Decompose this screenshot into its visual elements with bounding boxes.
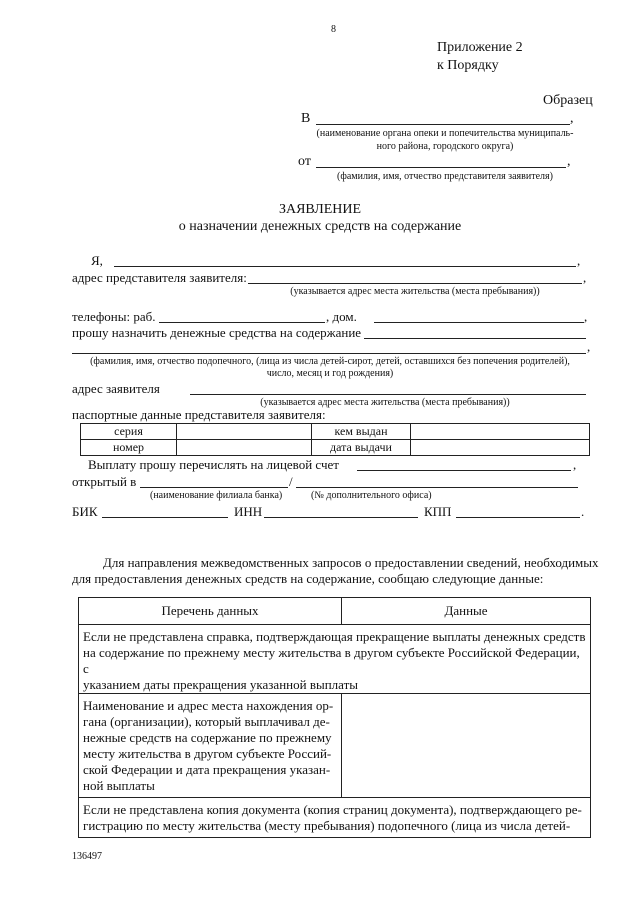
home-phone-line[interactable] bbox=[374, 322, 584, 323]
bank-hint: (наименование филиала банка) bbox=[150, 490, 283, 501]
appendix-line-2: к Порядку bbox=[437, 58, 499, 73]
from-hint: (фамилия, имя, отчество представителя заявителя) bbox=[337, 171, 553, 182]
appendix-line-1: Приложение 2 bbox=[437, 40, 523, 55]
table-row-registration-document: Если не представлена копия документа (копия страниц документа), подтверждающего ре- гистрацию по месту жительства (месту пребывания) подопечного (лица из числа детей- bbox=[79, 798, 591, 838]
request-label: прошу назначить денежные средства на содержание bbox=[72, 325, 362, 340]
sample-label: Образец bbox=[543, 93, 593, 108]
page-number: 8 bbox=[331, 24, 336, 35]
address-hint: (указывается адрес места жительства (места пребывания)) bbox=[290, 286, 540, 297]
applicant-address-hint: (указывается адрес места жительства (места пребывания)) bbox=[260, 397, 510, 408]
from-name-line[interactable] bbox=[316, 167, 566, 168]
bik-label: БИК bbox=[72, 504, 98, 519]
passport-table bbox=[80, 423, 590, 456]
passport-issued-by-label: кем выдан bbox=[312, 424, 411, 440]
passport-number-value[interactable] bbox=[177, 440, 312, 456]
opened-in-label: открытый в bbox=[72, 474, 137, 489]
slash: / bbox=[289, 474, 293, 489]
inn-label: ИНН bbox=[234, 504, 263, 519]
applicant-address-label: адрес заявителя bbox=[72, 381, 160, 396]
table-row-termination-certificate: Если не представлена справка, подтверждающая прекращение выплаты денежных средств на содержание по прежнему месту жительства в другом субъекте Российской Федерации, с указанием даты прекращения указанной выплаты bbox=[79, 625, 591, 694]
info-line-1: Для направления межведомственных запросов о предоставлении сведений, необходимых bbox=[103, 555, 599, 570]
data-table bbox=[78, 597, 591, 838]
document-title: ЗАЯВЛЕНИЕ bbox=[278, 202, 362, 217]
bik-line[interactable] bbox=[102, 517, 228, 518]
office-hint: (№ дополнительного офиса) bbox=[311, 490, 432, 501]
document-subtitle: о назначении денежных средств на содержание bbox=[178, 219, 462, 234]
ward-hint-line-1: (фамилия, имя, отчество подопечного, (лица из числа детей-сирот, детей, оставшихся без попечения родителей), bbox=[90, 356, 570, 367]
table-header-list: Перечень данных bbox=[79, 598, 342, 625]
passport-label: паспортные данные представителя заявителя: bbox=[72, 407, 326, 422]
bank-branch-line[interactable] bbox=[140, 487, 288, 488]
ward-name-line[interactable] bbox=[72, 353, 586, 354]
office-number-line[interactable] bbox=[296, 487, 578, 488]
table-header-data: Данные bbox=[342, 598, 591, 625]
kpp-line[interactable] bbox=[456, 517, 580, 518]
passport-issue-date-value[interactable] bbox=[411, 440, 590, 456]
passport-number-label: номер bbox=[81, 440, 177, 456]
ward-hint-line-2: число, месяц и год рождения) bbox=[266, 368, 394, 379]
inn-line[interactable] bbox=[264, 517, 418, 518]
phones-label: телефоны: раб. bbox=[72, 309, 156, 324]
address-label: адрес представителя заявителя: bbox=[72, 270, 247, 285]
applicant-name-line[interactable] bbox=[114, 266, 576, 267]
info-line-2: для предоставления денежных средств на содержание, сообщаю следующие данные: bbox=[72, 571, 544, 586]
to-organ-line[interactable] bbox=[316, 124, 570, 125]
payment-label: Выплату прошу перечислять на лицевой счет bbox=[88, 457, 339, 472]
account-line[interactable] bbox=[357, 470, 571, 471]
passport-series-label: серия bbox=[81, 424, 177, 440]
previous-organ-value[interactable] bbox=[342, 694, 591, 798]
i-label: Я, bbox=[91, 253, 103, 268]
to-hint-line-1: (наименование органа опеки и попечительства муниципаль- bbox=[316, 128, 574, 139]
applicant-address-line[interactable] bbox=[190, 394, 586, 395]
home-phone-label: , дом. bbox=[326, 309, 357, 324]
request-line[interactable] bbox=[364, 338, 586, 339]
representative-address-line[interactable] bbox=[248, 283, 582, 284]
to-hint-line-2: ного района, городского округа) bbox=[376, 141, 514, 152]
work-phone-line[interactable] bbox=[159, 322, 325, 323]
table-row-previous-organ: Наименование и адрес места нахождения ор- гана (организации), который выплачивал де- нежные средств на содержание по прежнему месту жительства в другом субъекте Россий- ской Федерации и дата прекращения указан- ной выплаты bbox=[79, 694, 342, 798]
footer-code: 136497 bbox=[72, 851, 102, 862]
passport-series-value[interactable] bbox=[177, 424, 312, 440]
kpp-label: КПП bbox=[424, 504, 452, 519]
passport-issued-by-value[interactable] bbox=[411, 424, 590, 440]
passport-issue-date-label: дата выдачи bbox=[312, 440, 411, 456]
from-prefix: от bbox=[298, 154, 311, 169]
to-prefix: В bbox=[301, 111, 311, 126]
